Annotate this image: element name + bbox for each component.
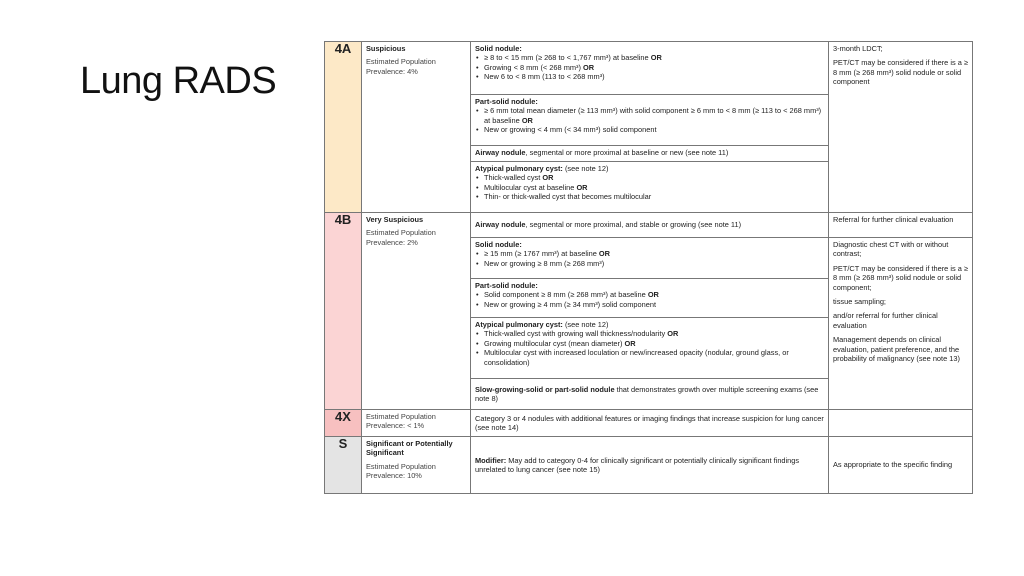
prevalence: Estimated Population Prevalence: 4% [366,57,436,76]
table-row [325,437,973,494]
list-item: • ≥ 6 mm total mean diameter (≥ 113 mm³) with solid component ≥ 6 mm to < 8 mm (≥ 113 to < 268 mm³) at baseline OR [484,106,824,125]
finding-cell: Slow-growing-solid or part-solid nodule that demonstrates growth over multiple screening exams (see note 8) [471,379,829,410]
finding-title: Part-solid nodule: [475,97,538,106]
category-4b-cell: 4B [325,213,362,410]
list-item: • Multilocular cyst with increased loculation or new/increased opacity (nodular, ground glass, or consolidation) [484,348,824,367]
finding-cell: Part-solid nodule: • Solid component ≥ 8 mm (≥ 268 mm³) at baseline OR • New or growing ≥ 4 mm (≥ 34 mm³) solid component [471,279,829,318]
finding-cell: Atypical pulmonary cyst: (see note 12) • Thick-walled cyst OR • Multilocular cyst at baseline OR • Thin- or thick-walled cyst that becomes multilocular [471,162,829,213]
finding-cell [471,42,829,95]
finding-cell: Atypical pulmonary cyst: (see note 12) • Thick-walled cyst with growing wall thickness/nodularity OR • Growing multilocular cyst (mean diameter) OR • Multilocular cyst with increased loculation or new/increased opacity (nodular, ground glass, or consolidation) [471,318,829,379]
finding-cell: Category 3 or 4 nodules with additional features or imaging findings that increase suspicion for lung cancer (see note 14) [471,410,829,437]
management-s: As appropriate to the specific finding [829,437,973,494]
list-item: • Thin- or thick-walled cyst that becomes multilocular [484,192,824,201]
list-item: • ≥ 8 to < 15 mm (≥ 268 to < 1,767 mm³) at baseline OR [484,53,824,62]
list-item: • Thick-walled cyst with growing wall thickness/nodularity OR [484,329,824,338]
management-text: and/or referral for further clinical evaluation [833,311,938,330]
finding-list [475,53,824,81]
management-4b-airway: Referral for further clinical evaluation [829,213,973,238]
prevalence: Estimated Population Prevalence: < 1% [366,412,436,431]
category-4x-description [362,410,471,437]
finding-cell: Airway nodule, segmental or more proximal, and stable or growing (see note 11) [471,213,829,238]
finding-cell: Solid nodule: • ≥ 15 mm (≥ 1767 mm³) at baseline OR • New or growing ≥ 8 mm (≥ 268 mm³) [471,238,829,279]
category-s-cell: S [325,437,362,494]
list-item: • Thick-walled cyst OR [484,173,824,182]
management-4a [829,42,973,213]
prevalence: Estimated Population Prevalence: 10% [366,461,436,481]
finding-title: Solid nodule: [475,44,522,53]
category-s-description [362,437,471,494]
list-item: • Growing < 8 mm (< 268 mm³) OR [484,63,824,72]
list-item: • New or growing ≥ 8 mm (≥ 268 mm³) [484,259,824,268]
category-4x-cell: 4X [325,410,362,437]
table-row [325,42,973,95]
management-4b [829,238,973,410]
finding-cell: Airway nodule, segmental or more proximal at baseline or new (see note 11) [471,146,829,162]
management-text: tissue sampling; [833,297,886,307]
finding-list [475,173,824,201]
table-row [325,410,973,437]
management-text: Diagnostic chest CT with or without contrast; [833,240,949,259]
table-row [325,213,973,238]
list-item: • Multilocular cyst at baseline OR [484,183,824,192]
list-item: • Solid component ≥ 8 mm (≥ 268 mm³) at baseline OR [484,290,824,299]
lung-rads-table [324,41,973,494]
prevalence: Estimated Population Prevalence: 2% [366,228,436,247]
slide-title: Lung RADS [80,60,277,102]
finding-list [475,249,824,268]
list-item: • ≥ 15 mm (≥ 1767 mm³) at baseline OR [484,249,824,258]
finding-list [475,290,824,309]
category-4a-description [362,42,471,213]
management-text: PET/CT may be considered if there is a ≥ 8 mm (≥ 268 mm³) solid nodule or solid component; [833,263,968,292]
management-text: PET/CT may be considered if there is a ≥ 8 mm (≥ 268 mm³) solid nodule or solid component [833,58,968,87]
management-text: Management depends on clinical evaluation, patient preference, and the probability of malignancy (see note 13) [833,335,960,364]
finding-cell: Modifier: May add to category 0-4 for clinically significant or potentially clinically significant findings unrelated to lung cancer (see note 15) [471,437,829,494]
category-title: Very Suspicious [366,215,424,224]
category-title: Significant or Potentially Significant [366,439,453,458]
category-4b-description [362,213,471,410]
category-title: Suspicious [366,44,406,53]
management-4x [829,410,973,437]
management-text: 3-month LDCT; [833,44,883,53]
list-item: • New or growing ≥ 4 mm (≥ 34 mm³) solid component [484,300,824,309]
finding-list [475,329,824,367]
finding-list [475,106,824,134]
finding-cell [471,95,829,146]
list-item: • New 6 to < 8 mm (113 to < 268 mm³) [484,72,824,81]
list-item: • New or growing < 4 mm (< 34 mm³) solid component [484,125,824,134]
list-item: • Growing multilocular cyst (mean diameter) OR [484,339,824,348]
category-4a-cell: 4A [325,42,362,213]
